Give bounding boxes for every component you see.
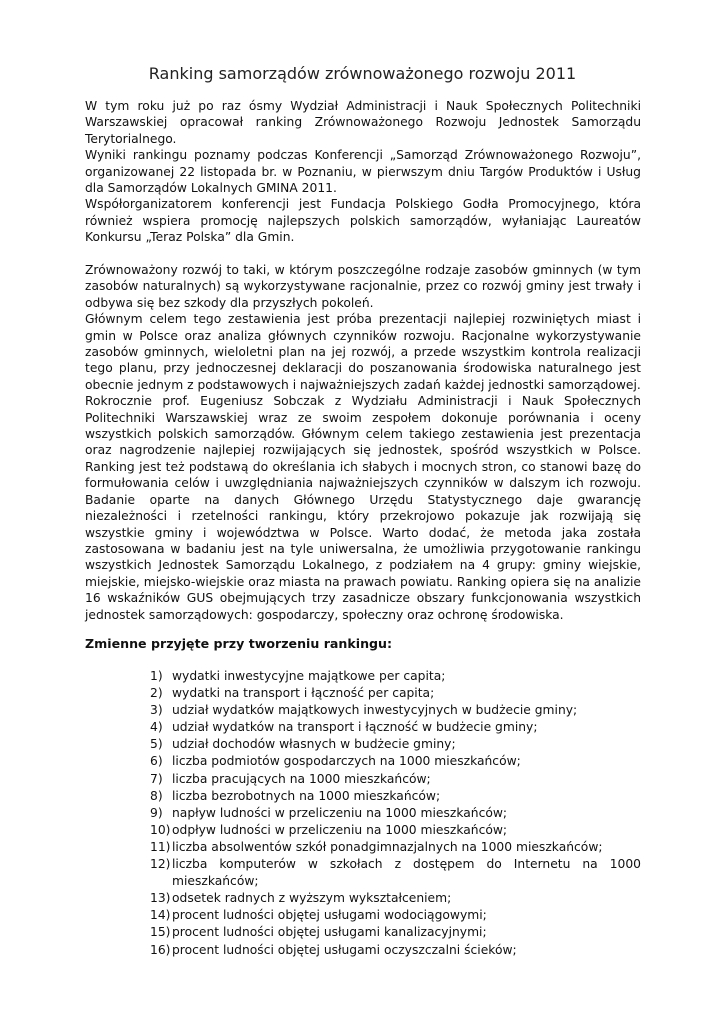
variables-heading: Zmienne przyjęte przy tworzeniu rankingu:: [85, 636, 393, 651]
list-item: [150, 771, 641, 788]
list-item-number: 2): [150, 686, 163, 701]
list-item-text: liczba pracujących na 1000 mieszkańców;: [172, 771, 431, 786]
list-item-number: 7): [150, 771, 163, 786]
list-item-number: 5): [150, 737, 163, 752]
list-item-text: procent ludności objętej usługami wodociągowymi;: [172, 908, 487, 923]
list-item-text: procent ludności objętej usługami oczyszczalni ścieków;: [172, 942, 517, 957]
list-item: [150, 822, 641, 839]
list-item-number: 4): [150, 720, 163, 735]
list-item-number: 16): [150, 942, 171, 957]
list-item-number: 1): [150, 669, 163, 683]
list-item: [150, 736, 641, 753]
list-item-number: 12): [150, 857, 171, 872]
list-item-number: 15): [150, 925, 171, 940]
list-item-number: 10): [150, 822, 171, 837]
list-item-text: liczba podmiotów gospodarczych na 1000 mieszkańców;: [172, 754, 521, 769]
list-item-text: udział dochodów własnych w budżecie gminy;: [172, 737, 456, 752]
list-item-number: 8): [150, 788, 163, 803]
list-item: [150, 839, 641, 856]
main-paragraph: Głównym celem tego zestawienia jest próba prezentacji najlepiej rozwiniętych miast i gmin w Polsce oraz analiza głównych czynników rozwoju. Racjonalne wykorzystywanie zasobów gminnych, wieloletni plan na jej rozwój, a przede wszystkim kontrola realizacji tego planu, przy jednoczesnej deklaracji do poszanowania środowiska naturalnego jest obecnie jednym z podstawowych i najważniejszych zadań każdej jednostki samorządowej.: [85, 312, 641, 392]
list-item: [150, 719, 641, 736]
list-item: [150, 685, 641, 702]
list-item: [150, 788, 641, 805]
list-item-text: procent ludności objętej usługami kanalizacyjnymi;: [172, 925, 487, 940]
list-item-text: liczba absolwentów szkół ponadgimnazjalnych na 1000 mieszkańców;: [172, 839, 603, 854]
list-item: [150, 942, 641, 959]
list-item-text: udział wydatków majątkowych inwestycyjnych w budżecie gminy;: [172, 703, 578, 718]
list-item: [150, 668, 641, 685]
list-item-text: wydatki inwestycyjne majątkowe per capita;: [172, 669, 446, 683]
list-item-text: napływ ludności w przeliczeniu na 1000 mieszkańców;: [172, 805, 508, 820]
list-item-text: udział wydatków na transport i łączność w budżecie gminy;: [172, 720, 538, 735]
main-section: [85, 262, 641, 623]
document-title: Ranking samorządów zrównoważonego rozwoju 2011: [148, 64, 577, 83]
intro-paragraph: Współorganizatorem konferencji jest Fundacja Polskiego Godła Promocyjnego, która również wspiera promocję najlepszych polskich samorządów, wyłaniając Laureatów Konkursu „Teraz Polska” dla Gmin.: [85, 197, 641, 245]
list-item-text: liczba komputerów w szkołach z dostępem do Internetu na 1000 mieszkańców;: [172, 857, 641, 889]
list-item-text: odpływ ludności w przeliczeniu na 1000 mieszkańców;: [172, 822, 508, 837]
variables-list: [150, 668, 641, 959]
list-item: [150, 805, 641, 822]
list-item-number: 13): [150, 891, 171, 906]
list-item-number: 3): [150, 703, 163, 718]
list-item: [150, 907, 641, 924]
main-paragraph: Zrównoważony rozwój to taki, w którym poszczególne rodzaje zasobów gminnych (w tym zasobów naturalnych) są wykorzystywane racjonalnie, przez co rozwój gminy jest trwały i odbywa się bez szkody dla przyszłych pokoleń.: [85, 263, 641, 310]
list-item: [150, 890, 641, 907]
list-item: [150, 924, 641, 941]
list-item: [150, 753, 641, 770]
list-item-number: 9): [150, 805, 163, 820]
list-item-text: liczba bezrobotnych na 1000 mieszkańców;: [172, 788, 441, 803]
list-item-text: odsetek radnych z wyższym wykształceniem;: [172, 891, 452, 906]
list-item-number: 14): [150, 908, 171, 923]
list-item-number: 11): [150, 839, 171, 854]
intro-paragraph: Wyniki rankingu poznamy podczas Konferencji „Samorząd Zrównoważonego Rozwoju”, organizowanej 22 listopada br. w Poznaniu, w pierwszym dniu Targów Produktów i Usług dla Samorządów Lokalnych GMINA 2011.: [85, 148, 641, 196]
intro-section: [85, 98, 641, 246]
intro-paragraph: W tym roku już po raz ósmy Wydział Administracji i Nauk Społecznych Politechniki Warszawskiej opracował ranking Zrównoważonego Rozwoju Jednostek Samorządu Terytorialnego.: [85, 99, 641, 146]
main-paragraph: Rokrocznie prof. Eugeniusz Sobczak z Wydziału Administracji i Nauk Społecznych Politechniki Warszawskiej wraz ze swoim zespołem dokonuje porównania i oceny wszystkich polskich samorządów. Głównym celem takiego zestawienia jest prezentacja oraz nagrodzenie najlepiej rozwijających się jednostek, spośród wszystkich w Polsce. Ranking jest też podstawą do określania ich słabych i mocnych stron, co stanowi bazę do formułowania celów i uwzględniania najważniejszych czynników w dalszym ich rozwoju. Badanie oparte na danych Głównego Urzędu Statystycznego daje gwarancję niezależności i rzetelności rankingu, który przekrojowo pokazuje jak rozwijają się wszystkie gminy i województwa w Polsce. Warto dodać, że metoda jaka została zastosowana w badaniu jest na tyle uniwersalna, że umożliwia przygotowanie rankingu wszystkich Jednostek Samorządu Lokalnego, z podziałem na 4 grupy: gminy wiejskie, miejskie, miejsko-wiejskie oraz miasta na prawach powiatu. Ranking opiera się na analizie 16 wskaźników GUS obejmujących trzy zasadnicze obszary funkcjonowania wszystkich jednostek samorządowych: gospodarczy, społeczny oraz ochronę środowiska.: [85, 394, 641, 622]
list-item-number: 6): [150, 754, 163, 769]
list-item: [150, 856, 641, 890]
list-item: [150, 702, 641, 719]
list-item-text: wydatki na transport i łączność per capita;: [172, 686, 435, 701]
